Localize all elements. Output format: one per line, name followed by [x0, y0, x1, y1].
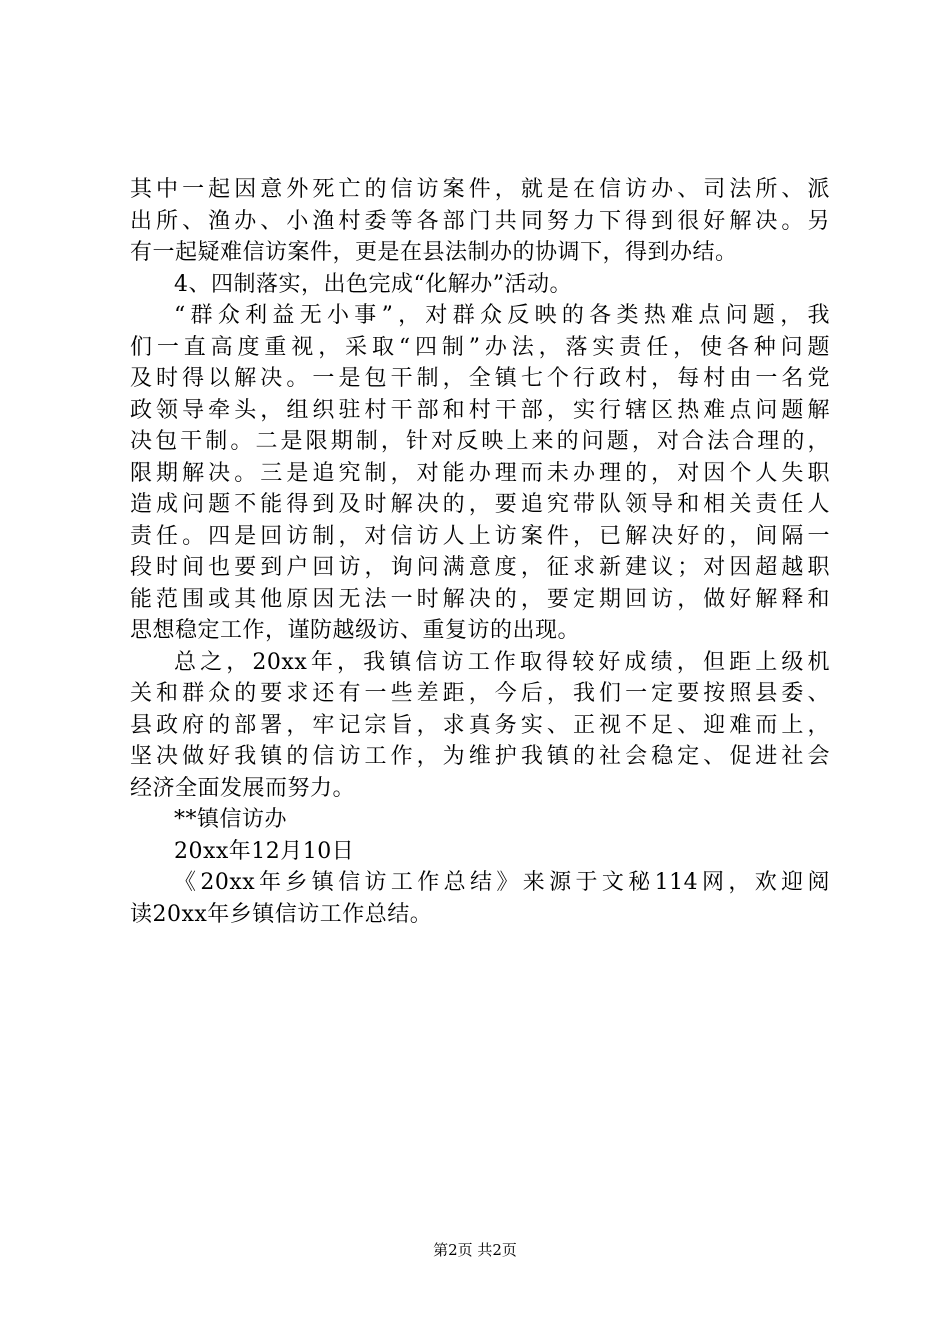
text-line: 县政府的部署，牢记宗旨，求真务实、正视不足、迎难而上， [130, 712, 830, 738]
text-line: 其中一起因意外死亡的信访案件，就是在信访办、司法所、派 [130, 177, 830, 202]
text-line: “群众利益无小事”，对群众反映的各类热难点问题，我 [174, 303, 830, 328]
text-line: 们一直高度重视，采取“四制”办法，落实责任，使各种问题 [130, 334, 830, 360]
text-line: 及时得以解决。一是包干制，全镇七个行政村，每村由一名党 [130, 366, 830, 391]
text-line: 思想稳定工作，谨防越级访、重复访的出现。 [130, 618, 581, 643]
source-note-line: 读20xx年乡镇信访工作总结。 [130, 901, 433, 927]
page-number-footer: 第2页 共2页 [433, 1241, 517, 1259]
text-line: 能范围或其他原因无法一时解决的，要定期回访，做好解释和 [130, 586, 830, 612]
text-line: 坚决做好我镇的信访工作，为维护我镇的社会稳定、促进社会 [130, 744, 830, 769]
section-heading: 4、四制落实，出色完成“化解办”活动。 [174, 271, 572, 297]
text-line: 政领导牵头，组织驻村干部和村干部，实行辖区热难点问题解 [130, 397, 830, 423]
text-line: 出所、渔办、小渔村委等各部门共同努力下得到很好解决。另 [130, 208, 830, 234]
text-line: 经济全面发展而努力。 [130, 775, 356, 801]
signature-date: 20xx年12月10日 [174, 838, 355, 864]
document-body [130, 174, 830, 930]
text-line: 总之，20xx年，我镇信访工作取得较好成绩，但距上级机 [174, 649, 830, 675]
text-line: 决包干制。二是限期制，针对反映上来的问题，对合法合理的， [130, 429, 830, 454]
text-line: 关和群众的要求还有一些差距，今后，我们一定要按照县委、 [130, 681, 830, 706]
text-line: 有一起疑难信访案件，更是在县法制办的协调下，得到办结。 [130, 240, 738, 265]
signature-org: **镇信访办 [174, 807, 288, 832]
text-line: 段时间也要到户回访，询问满意度，征求新建议；对因超越职 [130, 555, 830, 580]
text-line: 限期解决。三是追究制，对能办理而未办理的，对因个人失职 [130, 460, 830, 486]
text-line: 责任。四是回访制，对信访人上访案件，已解决好的，间隔一 [130, 523, 830, 549]
source-note-line: 《20xx年乡镇信访工作总结》来源于文秘114网，欢迎阅 [174, 870, 830, 895]
text-line: 造成问题不能得到及时解决的，要追究带队领导和相关责任人 [130, 492, 830, 517]
